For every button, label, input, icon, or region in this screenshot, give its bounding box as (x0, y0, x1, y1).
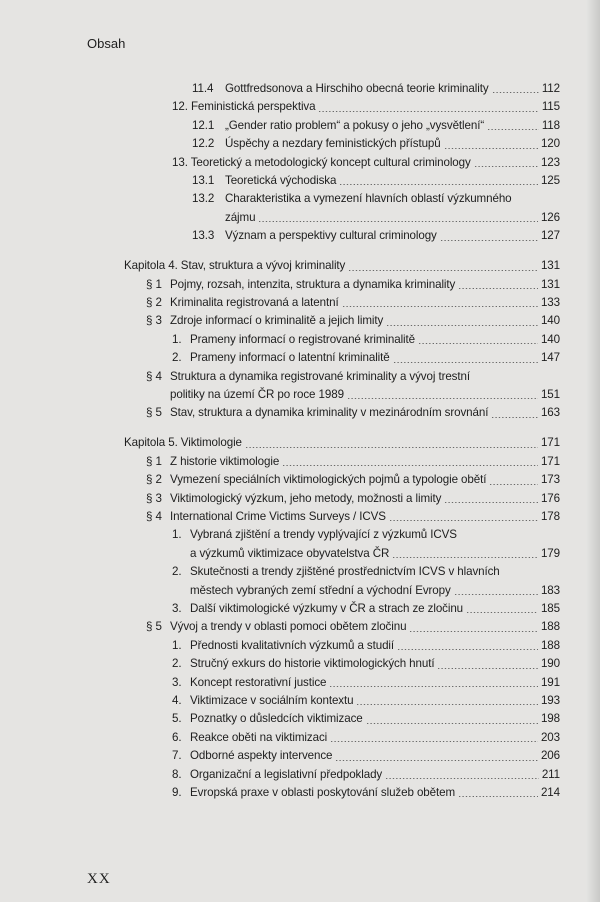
toc-entry-title: 12. Feministická perspektiva (172, 100, 316, 114)
toc-entry-number: § 2 (146, 473, 162, 487)
toc-entry-item[interactable] (0, 710, 560, 728)
dot-leader (397, 649, 538, 650)
toc-entry-title: Koncept restorativní justice (190, 675, 327, 689)
toc-entry-item[interactable] (0, 674, 560, 692)
running-header: Obsah (87, 36, 126, 51)
dot-leader (458, 288, 538, 289)
toc-entry-subsection[interactable] (0, 135, 560, 153)
toc-entry-number: § 4 (146, 509, 162, 523)
toc-entry-number: 8. (172, 767, 182, 781)
toc-entry-item[interactable] (0, 766, 560, 784)
toc-page-number: 131 (540, 277, 560, 291)
toc-entry-title: a výzkumů viktimizace obyvatelstva ČR (190, 546, 390, 560)
toc-entry-title: Význam a perspektivy cultural criminology (225, 229, 437, 243)
toc-entry-title: Struktura a dynamika registrované kriminality a vývoj trestní (170, 369, 470, 383)
dot-leader (386, 325, 538, 326)
toc-page-number: 147 (540, 351, 560, 365)
toc-entry-para[interactable] (0, 508, 560, 526)
toc-entry-subsection[interactable] (0, 80, 560, 98)
dot-leader (282, 465, 538, 466)
toc-entry-title: Z historie viktimologie (170, 454, 280, 468)
toc-entry-title: Odborné aspekty intervence (190, 749, 333, 763)
toc-entry-title: městech vybraných zemí střední a východní Evropy (190, 583, 451, 597)
toc-entry-item[interactable] (0, 747, 560, 765)
toc-entry-number: 1. (172, 528, 182, 542)
toc-entry-item[interactable] (0, 526, 560, 563)
toc-entry-chapter[interactable] (0, 257, 560, 275)
dot-leader (444, 502, 538, 503)
toc-page-number: 176 (540, 491, 560, 505)
toc-entry-title: Gottfredsonova a Hirschiho obecná teorie kriminality (225, 82, 489, 95)
toc-page-number: 214 (540, 786, 560, 800)
table-of-contents (0, 80, 560, 814)
toc-entry-number: 13.2 (192, 192, 215, 206)
dot-leader (492, 92, 539, 93)
toc-entry-para[interactable] (0, 490, 560, 508)
toc-entry-number: 7. (172, 749, 182, 763)
toc-entry-number: § 3 (146, 314, 162, 328)
dot-leader (392, 557, 538, 558)
toc-entry-title: Stav, struktura a dynamika kriminality v mezinárodním srovnání (170, 406, 489, 420)
toc-entry-para[interactable] (0, 312, 560, 330)
toc-page-number: 188 (540, 638, 560, 652)
toc-entry-title: „Gender ratio problem“ a pokusy o jeho „vysvětlení“ (225, 118, 485, 132)
toc-entry-item[interactable] (0, 600, 560, 618)
toc-page-number: 126 (540, 210, 560, 224)
toc-entry-title: Viktimologický výzkum, jeho metody, možnosti a limity (170, 491, 442, 505)
toc-page-number: 171 (540, 454, 560, 468)
dot-leader (466, 612, 538, 613)
dot-leader (489, 484, 538, 485)
toc-group (0, 80, 560, 246)
toc-entry-number: § 2 (146, 295, 162, 309)
toc-entry-title: Kapitola 4. Stav, struktura a vývoj kriminality (124, 259, 346, 273)
toc-page-number: 123 (540, 155, 560, 169)
toc-entry-subsection[interactable] (0, 172, 560, 190)
dot-leader (444, 148, 538, 149)
toc-entry-number: 12.2 (192, 137, 215, 151)
toc-page-number: 190 (540, 657, 560, 671)
dot-leader (245, 447, 538, 448)
toc-entry-item[interactable] (0, 692, 560, 710)
toc-entry-number: § 1 (146, 454, 162, 468)
toc-entry-title: Vymezení speciálních viktimologických pojmů a typologie obětí (170, 473, 487, 487)
dot-leader (385, 778, 539, 779)
toc-entry-para[interactable] (0, 453, 560, 471)
dot-leader (474, 166, 538, 167)
toc-page-number: 203 (540, 730, 560, 744)
toc-page-number: 198 (540, 712, 560, 726)
toc-entry-number: § 3 (146, 491, 162, 505)
page-edge-shadow (586, 0, 600, 902)
toc-entry-title: Kriminalita registrovaná a latentní (170, 295, 339, 309)
toc-page-number: 179 (540, 546, 560, 560)
toc-entry-number: 12.1 (192, 118, 215, 132)
toc-entry-title: Kapitola 5. Viktimologie (124, 436, 242, 450)
toc-entry-number: 3. (172, 675, 182, 689)
toc-page-number: 115 (541, 100, 560, 114)
toc-page-number: 133 (540, 295, 560, 309)
dot-leader (258, 221, 538, 222)
toc-entry-title: Charakteristika a vymezení hlavních oblastí výzkumného (225, 192, 512, 206)
toc-page-number: 131 (540, 259, 560, 273)
toc-page-number: 183 (540, 583, 560, 597)
page-number-footer: XX (87, 871, 111, 887)
toc-page-number: 206 (540, 749, 560, 763)
toc-entry-title: Vybraná zjištění a trendy vyplývající z výzkumů ICVS (190, 528, 457, 542)
toc-entry-item[interactable] (0, 729, 560, 747)
toc-entry-title: Zdroje informací o kriminalitě a jejich limity (170, 314, 384, 328)
toc-entry-item[interactable] (0, 784, 560, 802)
toc-entry-para[interactable] (0, 618, 560, 636)
dot-leader (318, 111, 538, 112)
toc-entry-chapter[interactable] (0, 434, 560, 452)
toc-entry-number: 2. (172, 657, 182, 671)
toc-entry-title: Evropská praxe v oblasti poskytování služeb obětem (190, 786, 456, 800)
toc-entry-title: Úspěchy a nezdary feministických přístupů (225, 137, 441, 151)
toc-page-number: 140 (540, 314, 560, 328)
toc-entry-number: 2. (172, 565, 182, 579)
dot-leader (329, 686, 538, 687)
dot-leader (458, 796, 538, 797)
toc-entry-title: zájmu (225, 210, 256, 224)
toc-page-number: 140 (540, 332, 560, 346)
toc-entry-number: § 5 (146, 620, 162, 634)
toc-page-number: 125 (540, 174, 560, 188)
dot-leader (418, 343, 538, 344)
toc-entry-title: Přednosti kvalitativních výzkumů a studií (190, 638, 395, 652)
toc-entry-number: 11.4 (192, 82, 214, 95)
dot-leader (437, 668, 537, 669)
toc-entry-number: § 4 (146, 369, 162, 383)
toc-page-number: 211 (541, 767, 560, 781)
toc-page-number: 118 (541, 118, 560, 132)
toc-entry-title: Prameny informací o latentní kriminalitě (190, 351, 390, 365)
dot-leader (348, 270, 538, 271)
toc-entry-title: Prameny informací o registrované kriminalitě (190, 332, 415, 346)
toc-entry-title: politiky na území ČR po roce 1989 (170, 388, 344, 401)
toc-entry-number: 2. (172, 351, 182, 365)
dot-leader (335, 760, 538, 761)
toc-page-number: 120 (540, 137, 560, 151)
toc-entry-number: § 1 (146, 277, 162, 291)
toc-entry-number: 4. (172, 694, 182, 707)
dot-leader (339, 184, 538, 185)
toc-entry-title: Skutečnosti a trendy zjištěné prostřednictvím ICVS v hlavních (190, 565, 500, 579)
toc-entry-title: Poznatky o důsledcích viktimizace (190, 712, 363, 726)
toc-entry-number: 6. (172, 730, 182, 744)
toc-page-number: 188 (540, 620, 560, 634)
toc-entry-number: 13.1 (192, 174, 215, 188)
dot-leader (347, 398, 538, 399)
dot-leader (440, 240, 538, 241)
toc-page-number: 127 (540, 229, 560, 243)
dot-leader (330, 741, 538, 742)
toc-entry-section[interactable] (0, 154, 560, 172)
toc-page-number: 193 (540, 694, 560, 707)
toc-entry-title: International Crime Victims Surveys / ICVS (170, 509, 386, 523)
toc-entry-number: 9. (172, 786, 182, 800)
toc-entry-title: Stručný exkurs do historie viktimologických hnutí (190, 657, 435, 671)
toc-entry-para[interactable] (0, 294, 560, 312)
toc-entry-item[interactable] (0, 637, 560, 655)
toc-entry-section[interactable] (0, 98, 560, 116)
toc-entry-item[interactable] (0, 349, 560, 367)
toc-entry-number: 3. (172, 601, 182, 615)
toc-page-number: 112 (541, 82, 560, 95)
toc-page-number: 173 (540, 473, 560, 487)
toc-entry-item[interactable] (0, 331, 560, 349)
toc-entry-para[interactable] (0, 404, 560, 422)
toc-page-number: 185 (540, 601, 560, 615)
toc-entry-number: § 5 (146, 406, 162, 420)
toc-entry-title: Vývoj a trendy v oblasti pomoci obětem zločinu (170, 620, 407, 634)
toc-page-number: 151 (540, 388, 560, 401)
dot-leader (366, 723, 538, 724)
toc-entry-subsection[interactable] (0, 190, 560, 227)
dot-leader (393, 362, 538, 363)
dot-leader (487, 129, 539, 130)
toc-entry-para[interactable] (0, 276, 560, 294)
toc-entry-title: Reakce oběti na viktimizaci (190, 730, 328, 744)
toc-entry-title: Organizační a legislativní předpoklady (190, 767, 383, 781)
toc-entry-para[interactable] (0, 368, 560, 405)
dot-leader (389, 520, 538, 521)
toc-entry-subsection[interactable] (0, 227, 560, 245)
toc-group (0, 257, 560, 423)
toc-group (0, 434, 560, 802)
dot-leader (356, 704, 537, 705)
toc-entry-para[interactable] (0, 471, 560, 489)
toc-page-number: 171 (540, 436, 560, 450)
toc-entry-number: 1. (172, 332, 182, 346)
toc-page-number: 178 (540, 509, 560, 523)
toc-page-number: 163 (540, 406, 560, 420)
toc-entry-number: 1. (172, 638, 182, 652)
toc-page-number: 191 (540, 675, 560, 689)
dot-leader (454, 594, 538, 595)
dot-leader (491, 417, 538, 418)
toc-entry-number: 13.3 (192, 229, 215, 243)
toc-entry-item[interactable] (0, 563, 560, 600)
toc-entry-item[interactable] (0, 655, 560, 673)
toc-entry-subsection[interactable] (0, 117, 560, 135)
toc-entry-title: Teoretická východiska (225, 174, 337, 188)
toc-entry-title: 13. Teoretický a metodologický koncept cultural criminology (172, 155, 471, 169)
dot-leader (342, 306, 538, 307)
toc-entry-title: Další viktimologické výzkumy v ČR a strach ze zločinu (190, 601, 464, 615)
dot-leader (409, 631, 538, 632)
toc-entry-title: Pojmy, rozsah, intenzita, struktura a dynamika kriminality (170, 277, 456, 291)
toc-entry-number: 5. (172, 712, 182, 726)
toc-entry-title: Viktimizace v sociálním kontextu (190, 694, 354, 707)
